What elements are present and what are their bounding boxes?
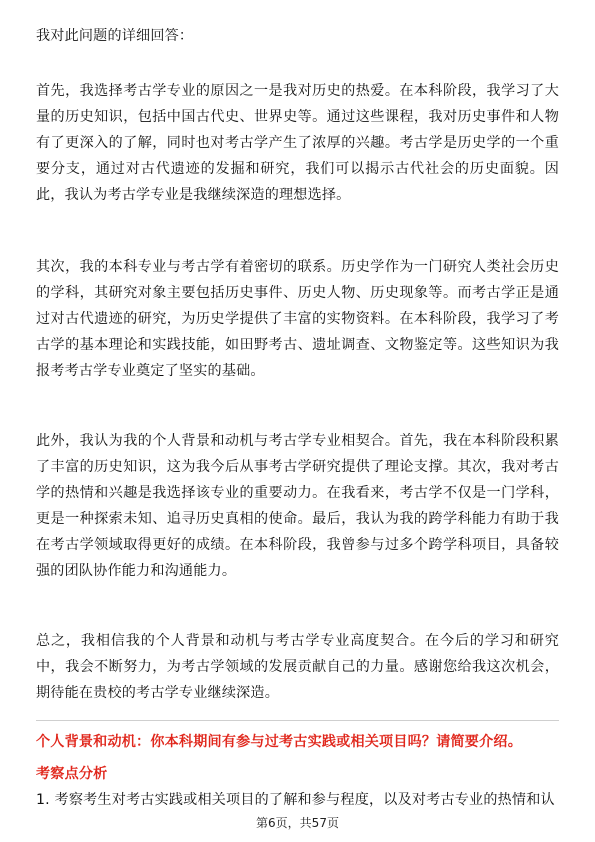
intro-line: 我对此问题的详细回答：	[36, 28, 194, 44]
answer-paragraph-1: 首先，我选择考古学专业的原因之一是我对历史的热爱。在本科阶段，我学习了大量的历史知识，包括中国古代史、世界史等。通过这些课程，我对历史事件和人物有了更深入的了解，同时也对考古学产生了浓厚的兴趣。考古学是历史学的一个重要分支，通过对古代遗迹的发掘和研究，我们可以揭示古代社会的历史面貌。因此，我认为考古学专业是我继续深造的理想选择。	[36, 83, 559, 203]
answer-paragraph-2: 其次，我的本科专业与考古学有着密切的联系。历史学作为一门研究人类社会历史的学科，其研究对象主要包括历史事件、历史人物、历史现象等。而考古学正是通过对古代遗迹的研究，为历史学提供了丰富的实物资料。在本科阶段，我学习了考古学的基本理论和实践技能，如田野考古、遗址调查、文物鉴定等。这些知识为我报考考古学专业奠定了坚实的基础。	[36, 259, 559, 379]
page-footer: 第6页，共57页	[256, 816, 339, 830]
answer-paragraph-3: 此外，我认为我的个人背景和动机与考古学专业相契合。首先，我在本科阶段积累了丰富的历史知识，这为我今后从事考古学研究提供了理论支撑。其次，我对考古学的热情和兴趣是我选择该专业的重要动力。在我看来，考古学不仅是一门学科，更是一种探索未知、追寻历史真相的使命。最后，我认为我的跨学科能力有助于我在考古学领域取得更好的成绩。在本科阶段，我曾参与过多个跨学科项目，具备较强的团队协作能力和沟通能力。	[36, 433, 559, 579]
question-heading: 个人背景和动机：你本科期间有参与过考古实践或相关项目吗？请简要介绍。	[36, 734, 522, 750]
analysis-item: 1. 考察考生对考古实践或相关项目的了解和参与程度，以及对考古专业的热情和认	[36, 792, 555, 808]
section-divider	[36, 720, 559, 721]
answer-paragraph-4: 总之，我相信我的个人背景和动机与考古学专业高度契合。在今后的学习和研究中，我会不断努力，为考古学领域的发展贡献自己的力量。感谢您给我这次机会，期待能在贵校的考古学专业继续深造。	[36, 633, 559, 701]
analysis-heading: 考察点分析	[36, 766, 108, 782]
